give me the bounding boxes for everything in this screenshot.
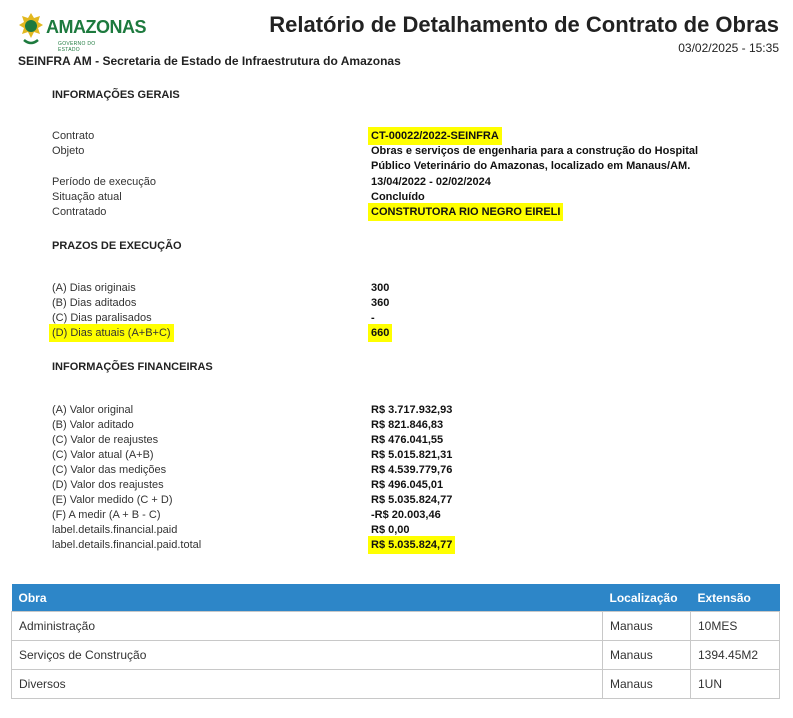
value-a-medir: -R$ 20.003,46 [371,509,441,521]
table-row [12,641,780,670]
value-valor-medicoes: R$ 4.539.779,76 [371,464,453,476]
value-dias-atuais: 660 [371,327,390,339]
label-dias-originais: (A) Dias originais [52,282,136,294]
value-financial-paid-total: R$ 5.035.824,77 [371,539,453,551]
value-objeto: Obras e serviços de engenharia para a construção do Hospital Público Veterinário do Amazonas, localizado em Manaus/AM. [371,145,699,172]
value-valor-dos-reajustes: R$ 496.045,01 [371,479,444,491]
label-objeto: Objeto [52,145,85,157]
value-dias-aditados: 360 [371,297,390,309]
value-valor-atual: R$ 5.015.821,31 [371,449,453,461]
value-dias-originais: 300 [371,282,390,294]
label-dias-atuais: (D) Dias atuais (A+B+C) [52,327,171,339]
label-valor-medicoes: (C) Valor das medições [52,464,167,476]
cell-localizacao: Manaus [603,670,691,699]
label-periodo-execucao: Período de execução [52,176,156,188]
section-heading-general: INFORMAÇÕES GERAIS [52,89,180,101]
cell-extensao: 1394.45M2 [691,641,780,670]
value-situacao-atual: Concluído [371,191,425,203]
value-periodo-execucao: 13/04/2022 - 02/02/2024 [371,176,491,188]
label-valor-reajustes: (C) Valor de reajustes [52,434,159,446]
value-dias-paralisados: - [371,312,375,324]
logo-subtext: GOVERNO DO ESTADO [58,41,96,53]
label-financial-paid-total: label.details.financial.paid.total [52,539,202,551]
value-contratado: CONSTRUTORA RIO NEGRO EIRELI [371,206,561,218]
value-financial-paid: R$ 0,00 [371,524,410,536]
label-valor-dos-reajustes: (D) Valor dos reajustes [52,479,164,491]
label-situacao-atual: Situação atual [52,191,122,203]
label-valor-medido: (E) Valor medido (C + D) [52,494,173,506]
value-valor-reajustes: R$ 476.041,55 [371,434,444,446]
cell-obra: Diversos [12,670,603,699]
value-valor-original: R$ 3.717.932,93 [371,404,453,416]
report-title: Relatório de Detalhamento de Contrato de Obras [269,12,779,37]
section-heading-financial: INFORMAÇÕES FINANCEIRAS [52,361,213,373]
table-header-row [12,584,780,612]
label-valor-original: (A) Valor original [52,404,134,416]
amazonas-logo [18,12,146,53]
cell-extensao: 1UN [691,670,780,699]
label-financial-paid: label.details.financial.paid [52,524,178,536]
table-row [12,612,780,641]
cell-localizacao: Manaus [603,612,691,641]
label-a-medir: (F) A medir (A + B - C) [52,509,161,521]
label-dias-paralisados: (C) Dias paralisados [52,312,152,324]
value-valor-medido: R$ 5.035.824,77 [371,494,453,506]
value-valor-aditado: R$ 821.846,83 [371,419,444,431]
table-row [12,670,780,699]
cell-extensao: 10MES [691,612,780,641]
column-header-obra: Obra [12,584,603,612]
cell-localizacao: Manaus [603,641,691,670]
label-contratado: Contratado [52,206,107,218]
column-header-localizacao: Localização [603,584,691,612]
label-dias-aditados: (B) Dias aditados [52,297,137,309]
obras-table [11,584,780,699]
report-datetime: 03/02/2025 - 15:35 [678,41,779,55]
cell-obra: Serviços de Construção [12,641,603,670]
cell-obra: Administração [12,612,603,641]
value-contrato: CT-00022/2022-SEINFRA [371,130,499,142]
label-contrato: Contrato [52,130,95,142]
logo-wordmark: AMAZONAS [46,17,146,37]
amazonas-emblem-icon [18,12,44,48]
section-heading-deadlines: PRAZOS DE EXECUÇÃO [52,240,182,252]
label-valor-aditado: (B) Valor aditado [52,419,134,431]
label-valor-atual: (C) Valor atual (A+B) [52,449,154,461]
organization-name: SEINFRA AM - Secretaria de Estado de Infraestrutura do Amazonas [18,54,401,68]
column-header-extensao: Extensão [691,584,780,612]
